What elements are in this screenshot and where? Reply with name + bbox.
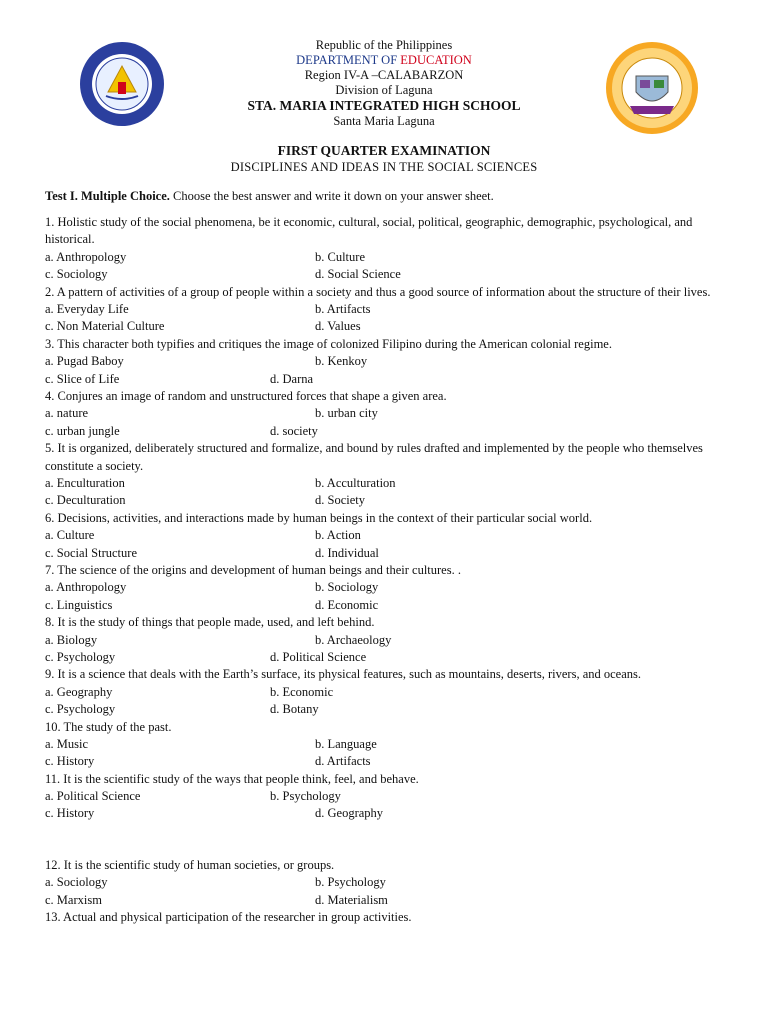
choice-c: c. Psychology [45, 702, 116, 717]
choice-a: a. Music [45, 736, 89, 751]
choice-row [45, 649, 725, 666]
choice-row [45, 423, 725, 440]
choice-c: c. Psychology [45, 649, 116, 664]
test-instructions [45, 188, 725, 204]
choice-row [45, 597, 725, 614]
choice-row [45, 892, 725, 909]
choice-d: d. Artifacts [315, 754, 371, 769]
choice-row [45, 805, 725, 822]
choice-a: a. Enculturation [45, 475, 125, 490]
subject-title: DISCIPLINES AND IDEAS IN THE SOCIAL SCIENCES [230, 160, 538, 174]
choice-b: b. Artifacts [315, 302, 371, 316]
choice-row [45, 579, 725, 596]
choice-a: a. nature [45, 406, 89, 421]
choice-c: c. Slice of Life [45, 371, 120, 386]
school-name: STA. MARIA INTEGRATED HIGH SCHOOL [247, 98, 521, 113]
choice-row [45, 527, 725, 544]
choice-row [45, 874, 725, 891]
department-prefix: DEPARTMENT OF [296, 53, 401, 67]
question-text: 13. Actual and physical participation of the researcher in group activities. [45, 910, 412, 925]
department-highlight: EDUCATION [400, 53, 472, 67]
exam-body [45, 188, 725, 926]
choice-a: a. Political Science [45, 789, 141, 804]
choice-a: a. Anthropology [45, 580, 127, 595]
choice-b: b. Action [315, 528, 361, 543]
choice-c: c. History [45, 754, 95, 769]
choice-c: c. Sociology [45, 267, 108, 282]
choice-d: d. Economic [315, 597, 379, 612]
question-text: 6. Decisions, activities, and interactions made by human beings in the context of their particular social world. [45, 510, 593, 525]
choice-row [45, 753, 725, 770]
choice-a: a. Culture [45, 528, 95, 543]
choice-b: b. Kenkoy [315, 354, 368, 369]
question-text: 3. This character both typifies and critiques the image of colonized Filipino during the American colonial regime. [45, 336, 612, 351]
test-instruction-text: Choose the best answer and write it down on your answer sheet. [169, 189, 494, 203]
choice-b: b. Sociology [315, 580, 379, 595]
choice-b: b. Economic [270, 684, 334, 699]
choice-row [45, 545, 725, 562]
question-text: 5. It is organized, deliberately structured and formalize, and bound by rules drafted and implemented by the people who themselves constitute a society. [45, 441, 703, 473]
choice-a: a. Biology [45, 632, 98, 647]
question-text: 1. Holistic study of the social phenomena, be it economic, cultural, social, political, geographic, demographic, psychological, and historical. [45, 215, 693, 247]
choice-row [45, 632, 725, 649]
choice-row [45, 701, 725, 718]
choice-a: a. Sociology [45, 875, 108, 890]
question-text: 2. A pattern of activities of a group of people within a society and thus a good source of information about the structure of their lives. [45, 284, 711, 299]
choice-d: d. Social Science [315, 267, 401, 282]
choice-c: c. History [45, 806, 95, 821]
choice-b: b. Language [315, 736, 377, 751]
question-text: 8. It is the study of things that people made, used, and left behind. [45, 615, 375, 630]
choice-d: d. Geography [315, 806, 384, 821]
choice-c: c. Linguistics [45, 597, 113, 612]
choice-c: c. Non Material Culture [45, 319, 165, 334]
choice-b: b. Psychology [270, 789, 341, 804]
choice-c: c. Deculturation [45, 493, 126, 508]
choice-row [45, 736, 725, 753]
choice-row [45, 475, 725, 492]
choice-d: d. Materialism [315, 892, 388, 907]
choice-d: d. society [270, 423, 318, 438]
choice-row [45, 266, 725, 283]
choice-c: c. urban jungle [45, 423, 120, 438]
choice-c: c. Marxism [45, 892, 102, 907]
department-line [0, 53, 768, 68]
choice-b: b. Culture [315, 249, 365, 264]
choice-a: a. Geography [45, 684, 113, 699]
division-line: Division of Laguna [335, 83, 433, 97]
choice-b: b. Acculturation [315, 475, 396, 490]
choice-d: d. Political Science [270, 649, 367, 664]
page-spacer [45, 823, 725, 857]
question-text: 11. It is the scientific study of the ways that people think, feel, and behave. [45, 771, 419, 786]
choice-a: a. Everyday Life [45, 302, 129, 316]
question-text: 9. It is a science that deals with the Earth’s surface, its physical features, such as mountains, deserts, rivers, and oceans. [45, 667, 641, 682]
question-list [45, 214, 725, 926]
choice-d: d. Botany [270, 702, 319, 717]
exam-title: FIRST QUARTER EXAMINATION [277, 143, 491, 158]
choice-b: b. Archaeology [315, 632, 392, 647]
choice-row [45, 684, 725, 701]
question-text: 4. Conjures an image of random and unstructured forces that shape a given area. [45, 388, 447, 403]
choice-row [45, 353, 725, 370]
choice-row [45, 492, 725, 509]
question-text: 12. It is the scientific study of human societies, or groups. [45, 857, 335, 872]
choice-a: a. Pugad Baboy [45, 354, 124, 369]
choice-a: a. Anthropology [45, 249, 127, 264]
region-line: Region IV-A –CALABARZON [304, 68, 464, 82]
document-header [0, 38, 768, 175]
choice-row [45, 788, 725, 805]
choice-d: d. Values [315, 319, 361, 334]
choice-d: d. Darna [270, 371, 314, 386]
question-text: 10. The study of the past. [45, 719, 172, 734]
town-line: Santa Maria Laguna [333, 114, 435, 128]
choice-d: d. Individual [315, 545, 379, 560]
choice-b: b. urban city [315, 406, 378, 421]
choice-row [45, 301, 725, 318]
question-text: 7. The science of the origins and development of human beings and their cultures. . [45, 562, 461, 577]
choice-row [45, 371, 725, 388]
choice-d: d. Society [315, 493, 365, 508]
choice-b: b. Psychology [315, 875, 386, 890]
republic-line: Republic of the Philippines [315, 38, 453, 52]
choice-row [45, 249, 725, 266]
choice-row [45, 405, 725, 422]
choice-c: c. Social Structure [45, 545, 137, 560]
test-label: Test I. Multiple Choice. [45, 189, 170, 203]
choice-row [45, 318, 725, 335]
